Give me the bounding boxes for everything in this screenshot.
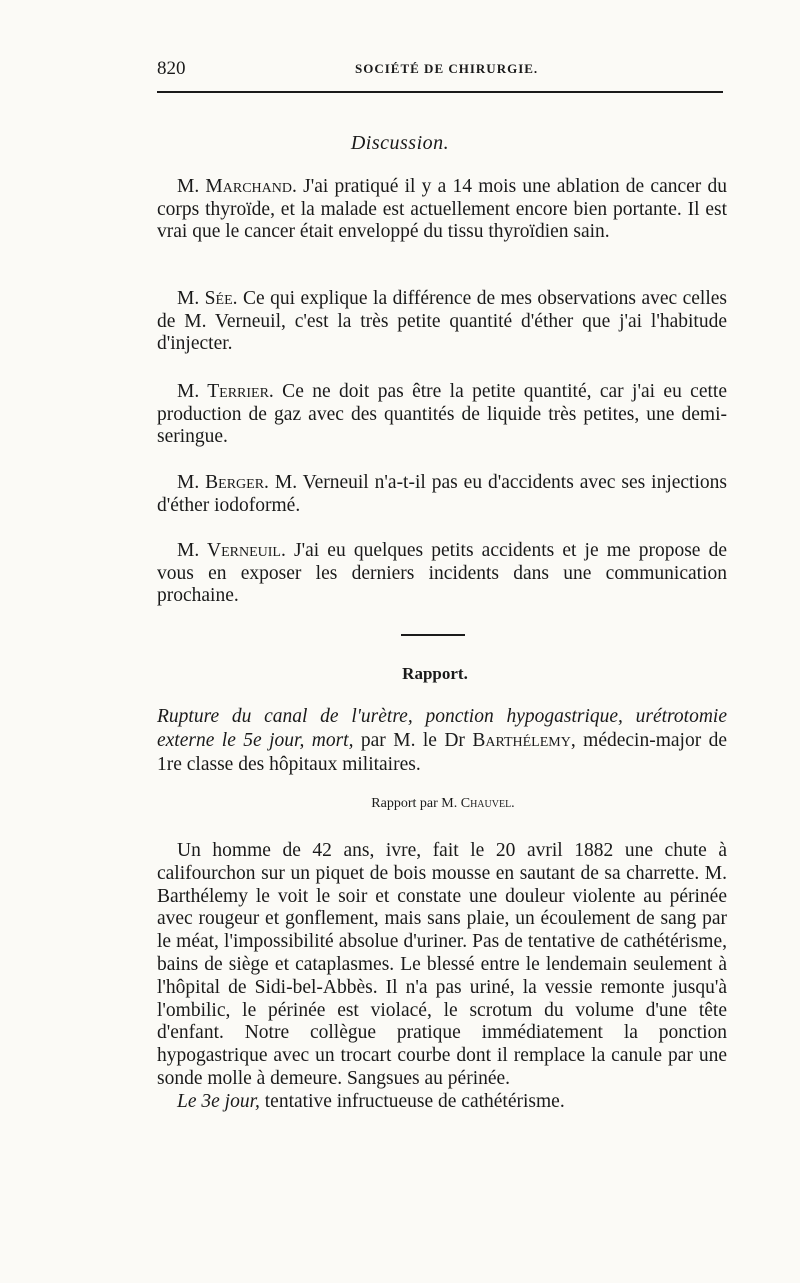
entry-text: J'ai pratiqué il y a 14 mois une ablation de cancer du corps thyroïde, et la malade est actuellement encore bien portante. Il est vrai que le cancer était enveloppé du tissu thyroïdien sain. — [157, 176, 728, 242]
entry-text: J'ai eu quelques petits accidents et je me propose de vous en exposer les derniers incidents dans une communication prochaine. — [157, 540, 727, 606]
discussion-title: Discussion. — [350, 132, 450, 154]
report-title-rest: par M. le Dr — [353, 730, 473, 751]
section-heading: Rapport. — [402, 664, 468, 683]
entry-text: M. Verneuil n'a-t-il pas eu d'accidents avec ses injections d'éther iodoformé. — [157, 472, 727, 516]
report-title-rest: médecin-major de 1re classe des hôpitaux militaires. — [157, 730, 728, 775]
report-paragraph-italic: Le 3e jour, — [177, 1090, 260, 1112]
speaker-name: M. Sée. — [177, 288, 238, 309]
page-number: 820 — [157, 58, 186, 79]
discussion-entry — [157, 540, 727, 608]
byline-name: Chauvel. — [460, 796, 515, 811]
report-paragraph — [157, 1091, 727, 1114]
speaker-name: M. Berger. — [177, 472, 269, 493]
report-byline — [0, 796, 800, 812]
report-paragraph-rest: tentative infructueuse de cathétérisme. — [259, 1090, 565, 1112]
report-title-italic: Rupture du canal de l'urètre, ponction hypogastrique, urétrotomie externe le 5e jour, mort, — [157, 706, 727, 751]
entry-text: Ce ne doit pas être la petite quantité, car j'ai eu cette production de gaz avec des quantités de liquide très petites, une demi-seringue. — [157, 381, 727, 447]
speaker-name: M. Marchand. — [177, 176, 297, 197]
report-paragraph: Un homme de 42 ans, ivre, fait le 20 avril 1882 une chute à califourchon sur un piquet de bois mousse en sautant de sa charrette. M. Barthélemy le voit le soir et constate une douleur violente au périnée avec rougeur et gonflement, mais sans plaie, un écoulement de sang par le méat, l'impossibilité absolue d'uriner. Pas de tentative de cathétérisme, bains de siège et cataplasmes. Le blessé entre le lendemain seulement à l'hôpital de Sidi-bel-Abbès. Il n'a pas uriné, la vessie remonte jusqu'à l'ombilic, le périnée est violacé, le scrotum du volume d'une tête d'enfant. Notre collègue pratique immédiatement la ponction hypogastrique avec un trocart courbe dont il remplace la canule par une sonde molle à demeure. Sangsues au périnée. — [157, 840, 727, 1089]
discussion-entry — [157, 176, 727, 244]
running-title: SOCIÉTÉ DE CHIRURGIE. — [355, 61, 539, 76]
byline-prefix: Rapport par M. — [371, 796, 461, 811]
discussion-entry — [157, 381, 727, 449]
entry-text: Ce qui explique la différence de mes observations avec celles de M. Verneuil, c'est la très petite quantité d'éther que j'ai l'habitude d'injecter. — [157, 288, 727, 354]
discussion-entry — [157, 288, 727, 356]
speaker-name: M. Terrier. — [177, 381, 274, 402]
section-divider — [401, 634, 465, 636]
report-author: Barthélemy, — [472, 730, 576, 751]
speaker-name: M. Verneuil. — [177, 540, 286, 561]
header-rule — [157, 91, 723, 93]
report-body — [157, 840, 727, 1114]
discussion-entry — [157, 472, 727, 517]
report-title — [157, 705, 727, 777]
page-header — [157, 58, 723, 80]
